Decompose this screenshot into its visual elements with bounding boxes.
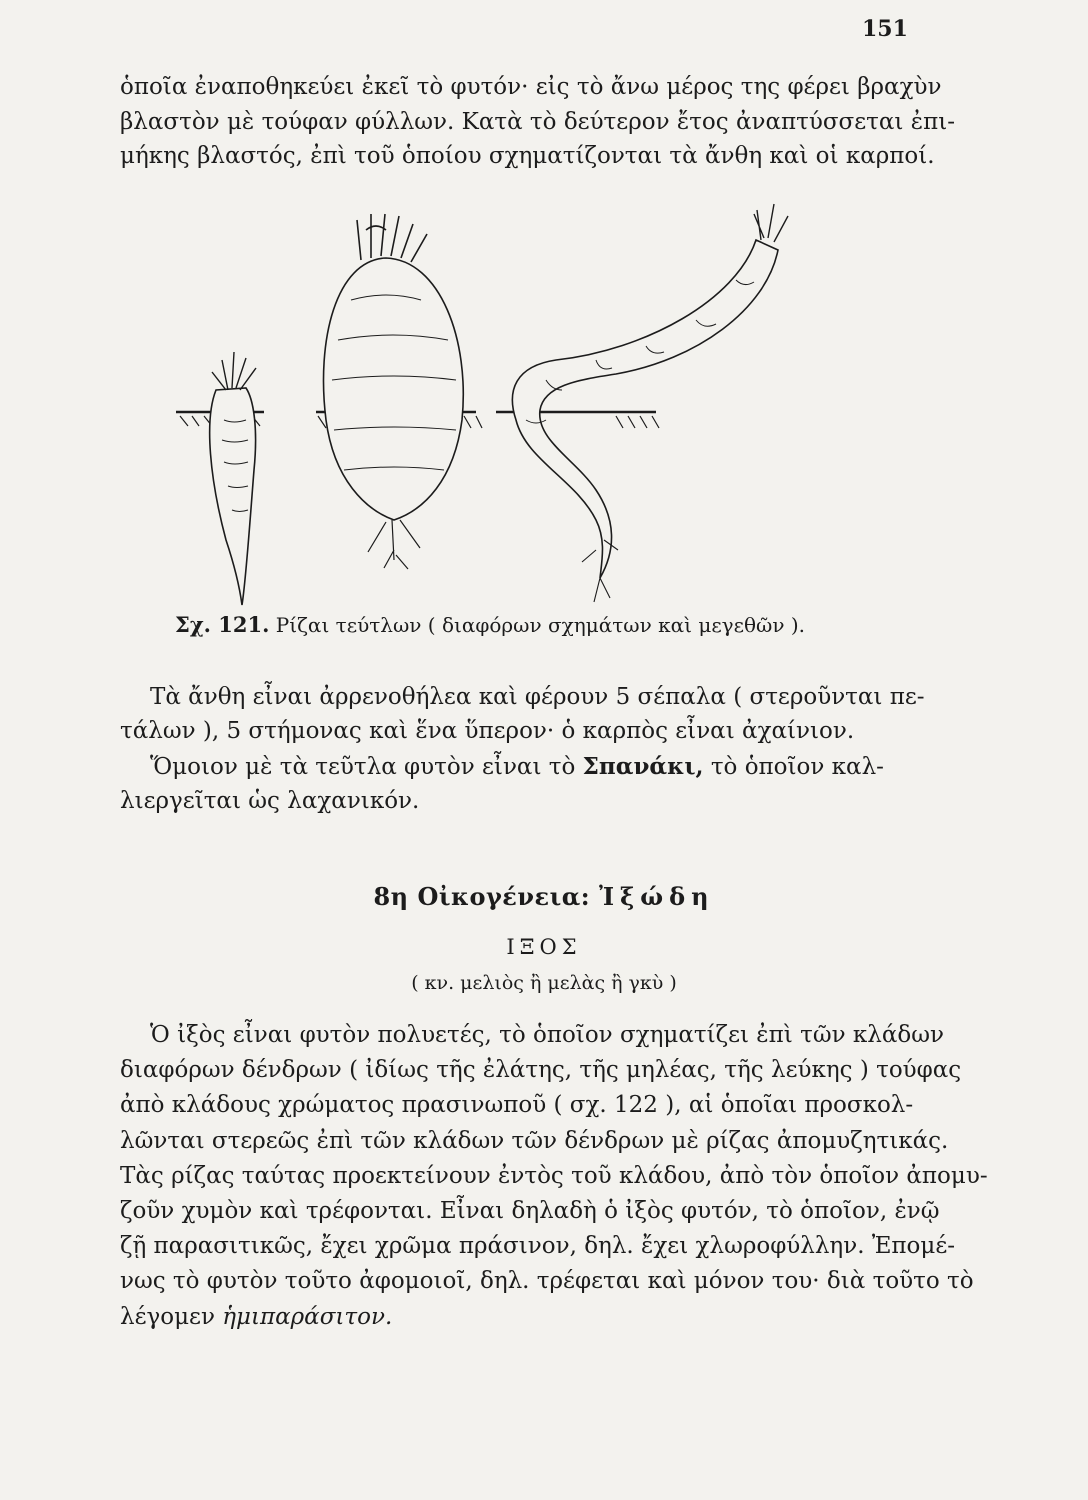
text-line: βλαστὸν μὲ τούφαν φύλλων. Κατὰ τὸ δεύτερον ἔτος ἀναπτύσσεται ἐπι-: [120, 108, 955, 135]
spinach-text-before: Ὅμοιον μὲ τὰ τεῦτλα φυτὸν εἶναι τὸ: [150, 754, 583, 780]
figure-caption: [175, 612, 805, 637]
hemiparasite-term: ἡμιπαράσιτον.: [222, 1303, 393, 1330]
text-line: [120, 1300, 910, 1335]
text-line: ὁποῖα ἐναποθηκεύει ἐκεῖ τὸ φυτόν· εἰς τὸ ἄνω μέρος της φέρει βραχὺν: [120, 74, 942, 100]
text-line: λῶνται στερεῶς ἐπὶ τῶν κλάδων τῶν δένδρων μὲ ρίζας ἀπομυζητικάς.: [120, 1127, 949, 1154]
mistletoe-last-text: λέγομεν: [120, 1303, 223, 1330]
text-line: Τὰς ρίζας ταύτας προεκτείνουν ἐντὸς τοῦ κλάδου, ἀπὸ τὸν ὁποῖον ἀπομυ-: [120, 1162, 988, 1189]
spinach-term: Σπανάκι,: [582, 753, 704, 780]
round-beet-root: [324, 214, 464, 569]
beet-roots-figure: [176, 190, 936, 620]
text-line: μήκης βλαστός, ἐπὶ τοῦ ὁποίου σχηματίζονται τὰ ἄνθη καὶ οἱ καρποί.: [120, 143, 935, 169]
flowers-paragraph: [120, 680, 925, 748]
family-heading-prefix: 8η Οἰκογένεια:: [373, 882, 591, 911]
text-line: ζοῦν χυμὸν καὶ τρέφονται. Εἶναι δηλαδὴ ὁ ἰξὸς φυτόν, τὸ ὁποῖον, ἐνῷ: [120, 1198, 940, 1225]
text-line: Τὰ ἄνθη εἶναι ἀρρενοθήλεα καὶ φέρουν 5 σέπαλα ( στεροῦνται πε-: [150, 684, 925, 710]
common-names: ( κν. μελιὸς ἢ μελὰς ἢ γκὺ ): [411, 972, 677, 994]
family-heading: [0, 882, 1088, 911]
plant-name-heading: ΙΞΟΣ: [506, 935, 582, 959]
family-heading-name: Ἰξώδη: [598, 882, 715, 911]
text-line: διαφόρων δένδρων ( ἰδίως τῆς ἐλάτης, τῆς μηλέας, τῆς λεύκης ) τούφας: [120, 1057, 962, 1084]
text-line: ζῇ παρασιτικῶς, ἔχει χρῶμα πράσινον, δηλ. ἔχει χλωροφύλλην. Ἐπομέ-: [120, 1233, 956, 1260]
text-line: [120, 750, 910, 784]
text-line: Ὁ ἰξὸς εἶναι φυτὸν πολυετές, τὸ ὁποῖον σχηματίζει ἐπὶ τῶν κλάδων: [150, 1022, 944, 1048]
mistletoe-paragraph: [120, 1018, 988, 1335]
text-line: λιεργεῖται ὡς λαχανικόν.: [120, 788, 420, 814]
text-line: νως τὸ φυτὸν τοῦτο ἀφομοιοῖ, δηλ. τρέφεται καὶ μόνον του· διὰ τοῦτο τὸ: [120, 1268, 974, 1295]
figure-label: Σχ. 121.: [175, 612, 270, 637]
long-beet-root: [210, 352, 256, 605]
curved-beet-root: [512, 204, 788, 602]
text-line: ἀπὸ κλάδους χρώματος πρασινωποῦ ( σχ. 122 ), αἱ ὁποῖαι προσκολ-: [120, 1092, 914, 1119]
spinach-text-after: τὸ ὁποῖον καλ-: [703, 754, 884, 780]
page-number: 151: [862, 16, 908, 42]
intro-paragraph: [120, 70, 955, 174]
spinach-paragraph: [120, 750, 910, 818]
text-line: τάλων ), 5 στήμονας καὶ ἕνα ὕπερον· ὁ καρπὸς εἶναι ἀχαίνιον.: [120, 718, 855, 744]
figure-caption-text: Ρίζαι τεύτλων ( διαφόρων σχημάτων καὶ μεγεθῶν ).: [275, 613, 806, 637]
